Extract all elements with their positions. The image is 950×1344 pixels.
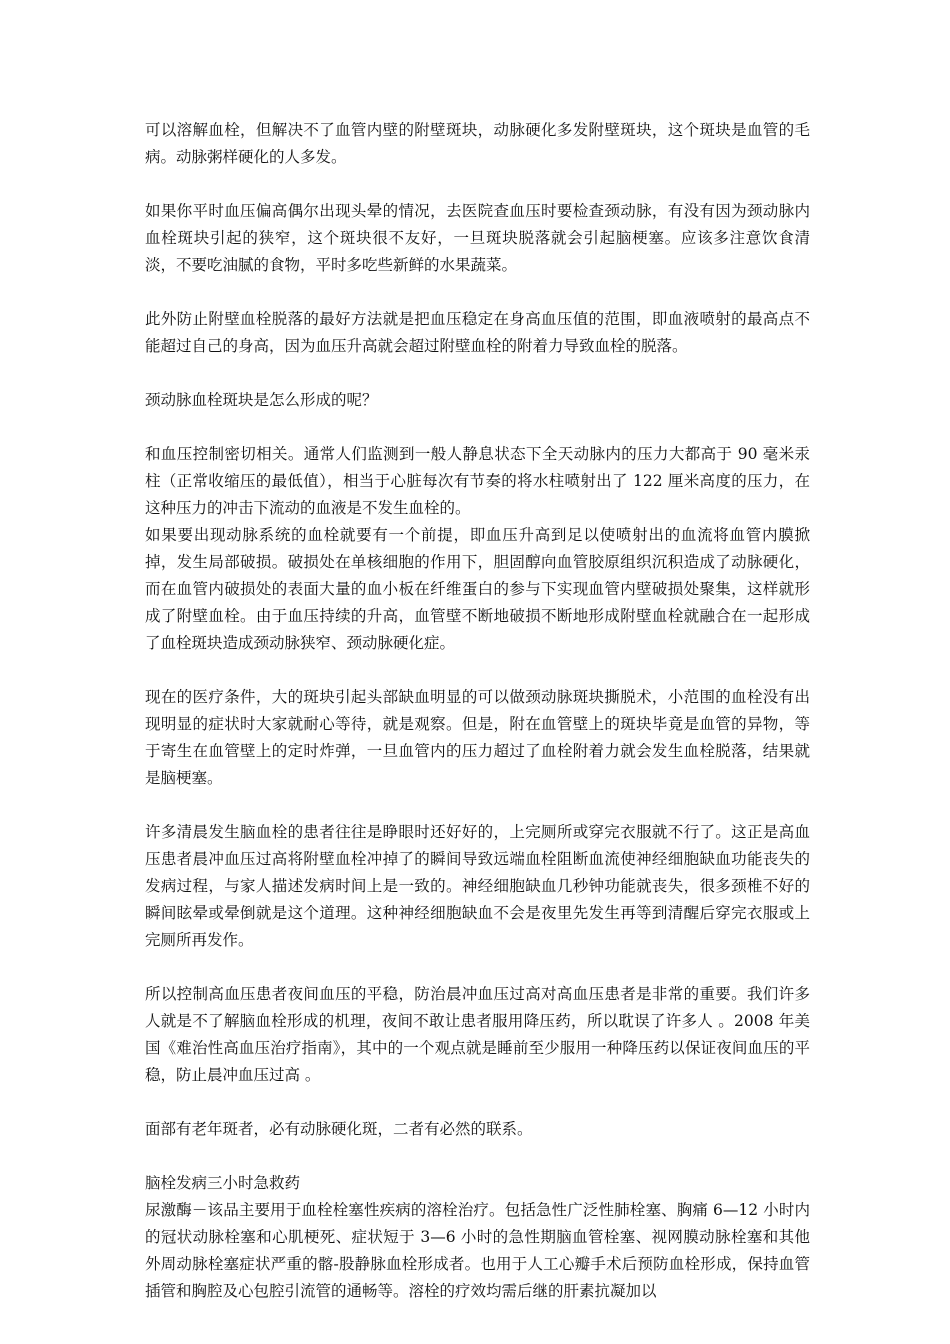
paragraph-10: 面部有老年斑者，必有动脉硬化斑，二者有必然的联系。 [145,1120,533,1138]
section-question: 颈动脉血栓斑块是怎么形成的呢？ [145,391,378,409]
paragraph-1: 可以溶解血栓，但解决不了血管内壁的附壁斑块，动脉硬化多发附壁斑块，这个斑块是血管的毛病。动脉粥样硬化的人多发。 [145,121,810,166]
paragraph-3: 此外防止附壁血栓脱落的最好方法就是把血压稳定在身高血压值的范围，即血液喷射的最高点不能超过自己的身高，因为血压升高就会超过附壁血栓的附着力导致血栓的脱落。 [145,310,810,355]
paragraph-urokinase: 尿激酶－该品主要用于血栓栓塞性疾病的溶栓治疗。包括急性广泛性肺栓塞、胸痛 6—12 小时内的冠状动脉栓塞和心肌梗死、症状短于 3—6 小时的急性期脑血管栓塞、视网膜动脉栓塞和其他外周动脉栓塞症状严重的髂-股静脉血栓形成者。也用于人工心瓣手术后预防血栓形成，保持血管插管和胸腔及心包腔引流管的通畅等。溶栓的疗效均需后继的肝素抗凝加以 [145,1201,810,1300]
section-heading-emergency: 脑栓发病三小时急救药 [145,1174,301,1192]
paragraph-8: 许多清晨发生脑血栓的患者往往是睁眼时还好好的，上完厕所或穿完衣服就不行了。这正是高血压患者晨冲血压过高将附壁血栓冲掉了的瞬间导致远端血栓阻断血流使神经细胞缺血功能丧失的发病过程，与家人描述发病时间上是一致的。神经细胞缺血几秒钟功能就丧失，很多颈椎不好的瞬间眩晕或晕倒就是这个道理。这种神经细胞缺血不会是夜里先发生再等到清醒后穿完衣服或上完厕所再发作。 [145,823,810,949]
paragraph-5: 和血压控制密切相关。通常人们监测到一般人静息状态下全天动脉内的压力大都高于 90 毫米汞柱（正常收缩压的最低值），相当于心脏每次有节奏的将水柱喷射出了 122 厘米高度的压力，在这种压力的冲击下流动的血液是不发生血栓的。 [145,445,810,517]
document-body [145,117,810,1305]
paragraph-6: 如果要出现动脉系统的血栓就要有一个前提，即血压升高到足以使喷射出的血流将血管内膜掀掉，发生局部破损。破损处在单核细胞的作用下，胆固醇向血管胶原组织沉积造成了动脉硬化，而在血管内破损处的表面大量的血小板在纤维蛋白的参与下实现血管内壁破损处聚集，这样就形成了附壁血栓。由于血压持续的升高，血管壁不断地破损不断地形成附壁血栓就融合在一起形成了血栓斑块造成颈动脉狭窄、颈动脉硬化症。 [145,526,810,652]
paragraph-9: 所以控制高血压患者夜间血压的平稳，防治晨冲血压过高对高血压患者是非常的重要。我们许多人就是不了解脑血栓形成的机理，夜间不敢让患者服用降压药，所以耽误了许多人 。2008 年美国《难治性高血压治疗指南》，其中的一个观点就是睡前至少服用一种降压药以保证夜间血压的平稳，防止晨冲血压过高 。 [145,985,810,1084]
paragraph-2: 如果你平时血压偏高偶尔出现头晕的情况，去医院查血压时要检查颈动脉，有没有因为颈动脉内血栓斑块引起的狭窄，这个斑块很不友好，一旦斑块脱落就会引起脑梗塞。应该多注意饮食清淡，不要吃油腻的食物，平时多吃些新鲜的水果蔬菜。 [145,202,810,274]
paragraph-7: 现在的医疗条件，大的斑块引起头部缺血明显的可以做颈动脉斑块撕脱术，小范围的血栓没有出现明显的症状时大家就耐心等待，就是观察。但是，附在血管壁上的斑块毕竟是血管的异物，等于寄生在血管壁上的定时炸弹，一旦血管内的压力超过了血栓附着力就会发生血栓脱落，结果就是脑梗塞。 [145,688,810,787]
